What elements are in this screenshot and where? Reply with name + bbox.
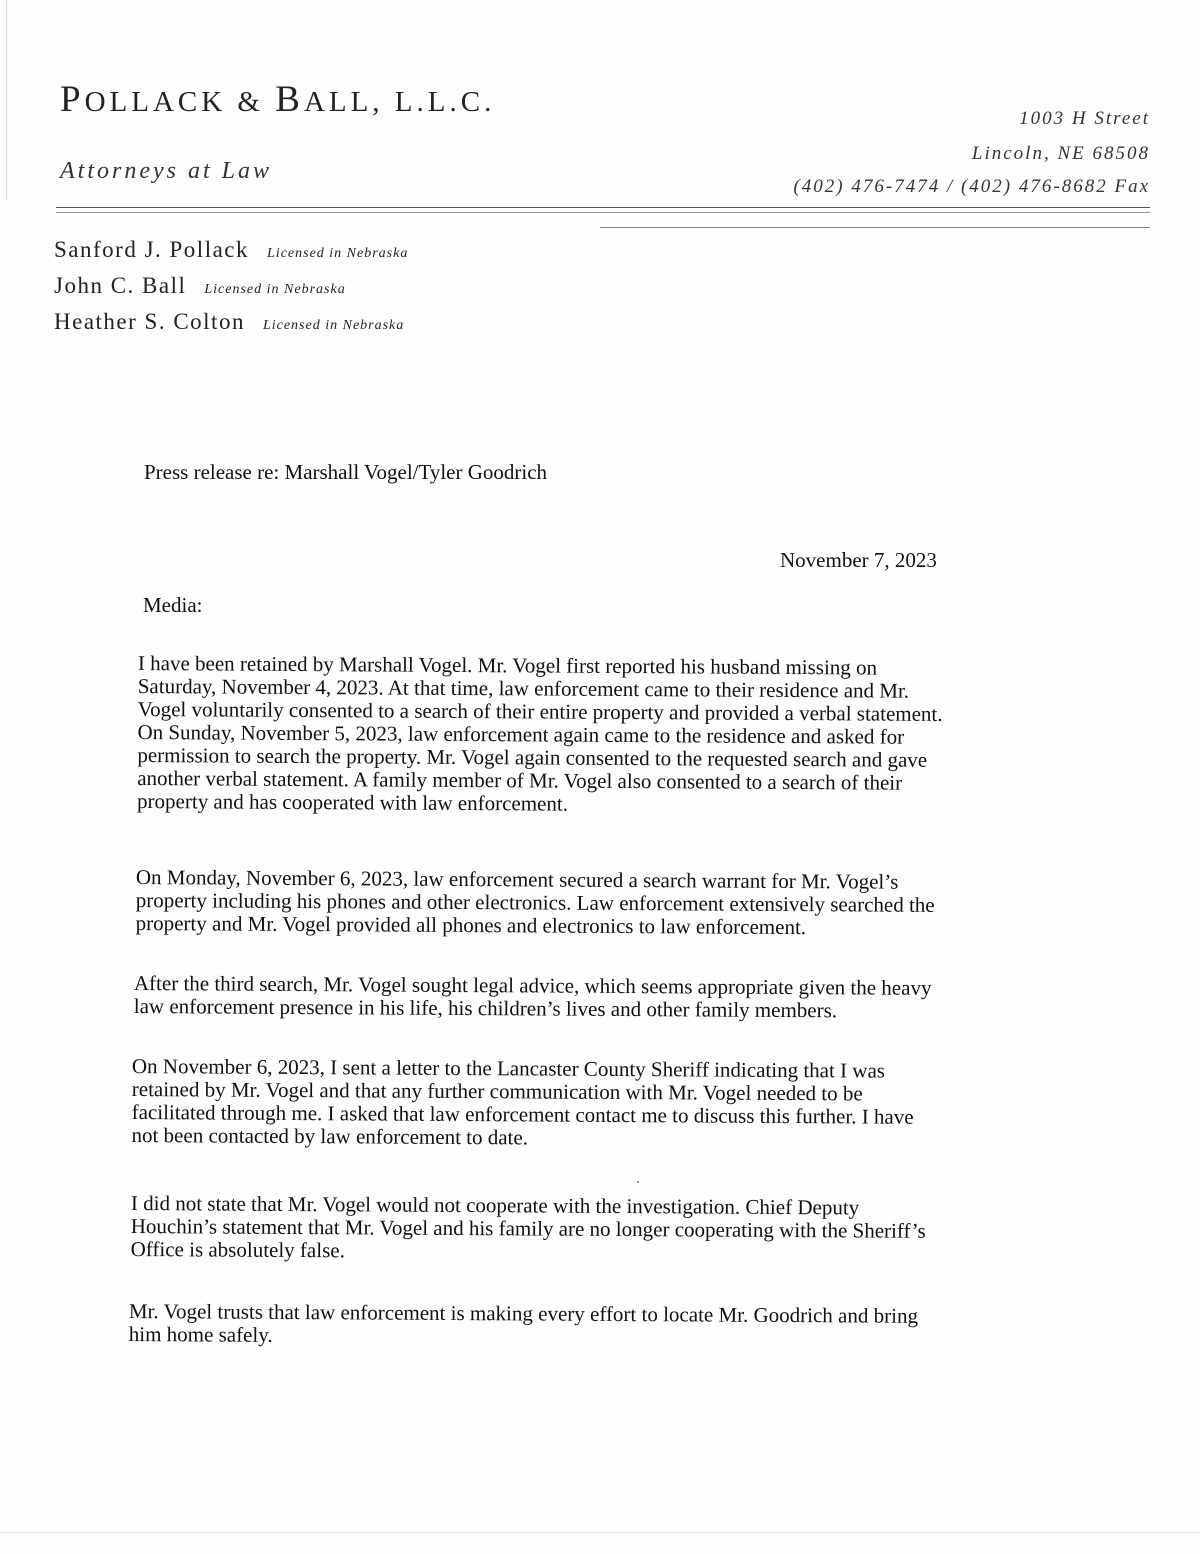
attorney-entry: [54, 268, 408, 304]
paragraph-line: I did not state that Mr. Vogel would not cooperate with the investigation. Chief Deputy: [130, 1191, 860, 1220]
letter-salutation: Media:: [143, 593, 203, 617]
firm-name-ball: ALL, L.L.C.: [303, 86, 496, 118]
paragraph-line: him home safely.: [128, 1321, 273, 1347]
paragraph-line: facilitated through me. I asked that law enforcement contact me to discuss this further. I have: [131, 1099, 914, 1129]
paragraph-sheriff-letter: [131, 1055, 914, 1152]
paragraph-line: On Monday, November 6, 2023, law enforcement secured a search warrant for Mr. Vogel’s: [135, 865, 899, 894]
letterhead-divider-right: [600, 227, 1150, 228]
paragraph-retained: [137, 652, 943, 818]
attorney-license: Licensed in Nebraska: [267, 246, 409, 261]
paragraph-line: Saturday, November 4, 2023. At that time, law enforcement came to their residence and Mr.: [137, 673, 910, 703]
firm-name-pollack: OLLACK &: [84, 86, 276, 118]
firm-name: [60, 78, 495, 121]
attorney-list: [54, 232, 408, 340]
paragraph-closing: [129, 1300, 918, 1351]
paragraph-line: On November 6, 2023, I sent a letter to the Lancaster County Sheriff indicating that I was: [131, 1054, 886, 1083]
attorney-license: Licensed in Nebraska: [204, 282, 346, 297]
letter-subject: Press release re: Marshall Vogel/Tyler Goodrich: [144, 460, 548, 484]
paragraph-line: law enforcement presence in his life, his children’s lives and other family members.: [133, 993, 838, 1023]
attorney-entry: [54, 304, 408, 340]
letterhead-divider: [56, 207, 1150, 208]
paragraph-line: I have been retained by Marshall Vogel. Mr. Vogel first reported his husband missing on: [137, 651, 878, 680]
scan-edge: [6, 0, 7, 200]
paragraph-line: property and Mr. Vogel provided all phones and electronics to law enforcement.: [135, 910, 807, 940]
paragraph-line: permission to search the property. Mr. Vogel again consented to the requested search and gave: [137, 742, 928, 772]
letterhead-divider-secondary: [56, 212, 1150, 213]
address-city: Lincoln, NE 68508: [971, 143, 1150, 164]
address-street: 1003 H Street: [1019, 108, 1150, 129]
paragraph-line: Mr. Vogel trusts that law enforcement is making every effort to locate Mr. Goodrich and bring: [128, 1299, 919, 1328]
scan-bottom-edge: [0, 1532, 1200, 1533]
attorney-entry: [54, 232, 408, 268]
firm-name-initial-p: P: [60, 79, 85, 120]
paragraph-cooperation: [131, 1192, 926, 1266]
paragraph-line: Vogel voluntarily consented to a search of their entire property and provided a verbal statement.: [137, 696, 943, 726]
scan-speck: [637, 1181, 639, 1183]
firm-tagline: Attorneys at Law: [60, 158, 273, 184]
paragraph-line: On Sunday, November 5, 2023, law enforcement again came to the residence and asked for: [137, 719, 905, 749]
attorney-license: Licensed in Nebraska: [262, 318, 405, 333]
paragraph-line: Houchin’s statement that Mr. Vogel and his family are no longer cooperating with the Sheriff’s: [130, 1213, 926, 1243]
paragraph-search-warrant: [136, 866, 935, 940]
paragraph-line: another verbal statement. A family member of Mr. Vogel also consented to a search of their: [137, 765, 903, 795]
paragraph-legal-advice: [134, 972, 932, 1023]
paragraph-line: Office is absolutely false.: [130, 1236, 345, 1263]
phone-fax: (402) 476-7474 / (402) 476-8682 Fax: [793, 176, 1150, 197]
paragraph-line: retained by Mr. Vogel and that any further communication with Mr. Vogel needed to be: [131, 1076, 863, 1106]
firm-name-initial-b: B: [275, 79, 304, 120]
paragraph-line: not been contacted by law enforcement to date.: [131, 1122, 529, 1150]
attorney-name: Sanford J. Pollack: [54, 237, 250, 262]
paragraph-line: After the third search, Mr. Vogel sought legal advice, which seems appropriate given the heavy: [133, 971, 932, 1000]
paragraph-line: property and has cooperated with law enforcement.: [137, 788, 569, 816]
paragraph-line: property including his phones and other electronics. Law enforcement extensively searched the: [135, 887, 935, 917]
letter-date: November 7, 2023: [780, 548, 937, 572]
attorney-name: Heather S. Colton: [54, 309, 245, 334]
attorney-name: John C. Ball: [54, 273, 187, 298]
